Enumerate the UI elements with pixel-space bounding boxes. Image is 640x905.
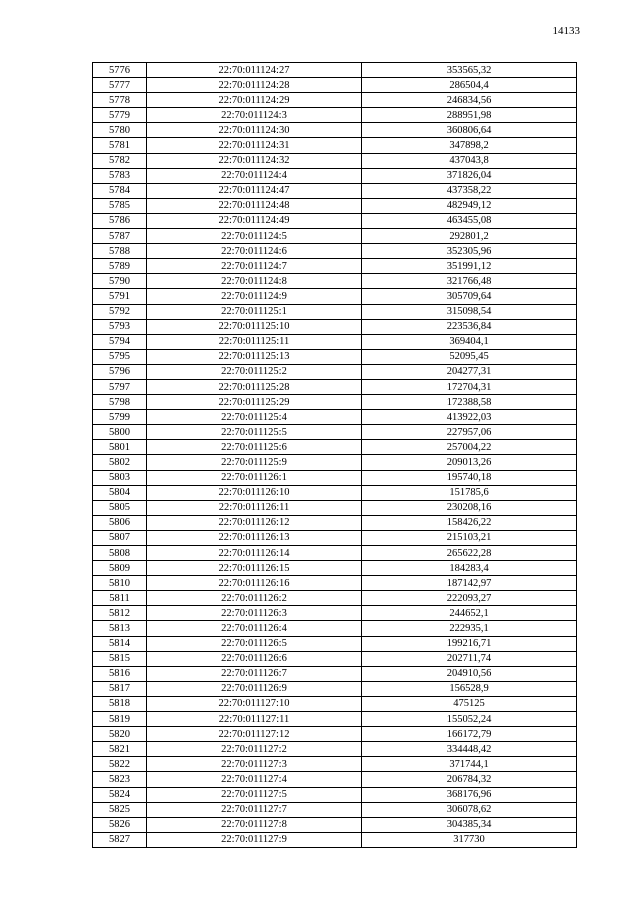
row-number-cell: 5776	[93, 63, 147, 78]
row-number-cell: 5778	[93, 93, 147, 108]
cadastral-value-cell: 371744,1	[362, 757, 577, 772]
cadastral-number-cell: 22:70:011126:12	[147, 515, 362, 530]
row-number-cell: 5794	[93, 334, 147, 349]
row-number-cell: 5825	[93, 802, 147, 817]
cadastral-value-cell: 288951,98	[362, 108, 577, 123]
row-number-cell: 5799	[93, 410, 147, 425]
cadastral-number-cell: 22:70:011126:1	[147, 470, 362, 485]
table-row	[93, 379, 577, 394]
row-number-cell: 5815	[93, 651, 147, 666]
cadastral-value-cell: 482949,12	[362, 198, 577, 213]
row-number-cell: 5827	[93, 832, 147, 847]
table-row	[93, 213, 577, 228]
table-row	[93, 440, 577, 455]
table-row	[93, 349, 577, 364]
row-number-cell: 5806	[93, 515, 147, 530]
row-number-cell: 5820	[93, 727, 147, 742]
cadastral-value-cell: 155052,24	[362, 712, 577, 727]
row-number-cell: 5800	[93, 425, 147, 440]
cadastral-value-cell: 352305,96	[362, 244, 577, 259]
cadastral-value-cell: 223536,84	[362, 319, 577, 334]
cadastral-value-cell: 230208,16	[362, 500, 577, 515]
row-number-cell: 5801	[93, 440, 147, 455]
row-number-cell: 5796	[93, 364, 147, 379]
table-row	[93, 244, 577, 259]
cadastral-value-cell: 413922,03	[362, 410, 577, 425]
row-number-cell: 5779	[93, 108, 147, 123]
row-number-cell: 5826	[93, 817, 147, 832]
cadastral-number-cell: 22:70:011124:28	[147, 78, 362, 93]
table-row	[93, 621, 577, 636]
row-number-cell: 5783	[93, 168, 147, 183]
row-number-cell: 5812	[93, 606, 147, 621]
table-row	[93, 319, 577, 334]
table-row	[93, 183, 577, 198]
cadastral-value-cell: 204277,31	[362, 364, 577, 379]
table-row	[93, 651, 577, 666]
table-row	[93, 138, 577, 153]
row-number-cell: 5782	[93, 153, 147, 168]
table-row	[93, 229, 577, 244]
row-number-cell: 5822	[93, 757, 147, 772]
cadastral-value-cell: 265622,28	[362, 546, 577, 561]
table-row	[93, 153, 577, 168]
cadastral-number-cell: 22:70:011126:7	[147, 666, 362, 681]
table-row	[93, 832, 577, 847]
cadastral-number-cell: 22:70:011124:29	[147, 93, 362, 108]
cadastral-number-cell: 22:70:011127:12	[147, 727, 362, 742]
cadastral-value-cell: 158426,22	[362, 515, 577, 530]
cadastral-value-cell: 52095,45	[362, 349, 577, 364]
table-row	[93, 78, 577, 93]
cadastral-number-cell: 22:70:011125:1	[147, 304, 362, 319]
cadastral-number-cell: 22:70:011126:2	[147, 591, 362, 606]
row-number-cell: 5819	[93, 712, 147, 727]
table-body	[93, 63, 577, 848]
row-number-cell: 5785	[93, 198, 147, 213]
table-row	[93, 485, 577, 500]
row-number-cell: 5793	[93, 319, 147, 334]
table-row	[93, 772, 577, 787]
cadastral-number-cell: 22:70:011125:28	[147, 379, 362, 394]
row-number-cell: 5809	[93, 561, 147, 576]
cadastral-number-cell: 22:70:011125:6	[147, 440, 362, 455]
cadastral-number-cell: 22:70:011126:6	[147, 651, 362, 666]
cadastral-value-cell: 204910,56	[362, 666, 577, 681]
cadastral-value-cell: 321766,48	[362, 274, 577, 289]
table-row	[93, 425, 577, 440]
cadastral-number-cell: 22:70:011127:3	[147, 757, 362, 772]
cadastral-value-cell: 437043,8	[362, 153, 577, 168]
cadastral-value-cell: 353565,32	[362, 63, 577, 78]
table-row	[93, 395, 577, 410]
cadastral-value-cell: 246834,56	[362, 93, 577, 108]
cadastral-number-cell: 22:70:011125:13	[147, 349, 362, 364]
cadastral-value-cell: 317730	[362, 832, 577, 847]
row-number-cell: 5808	[93, 546, 147, 561]
cadastral-value-cell: 306078,62	[362, 802, 577, 817]
cadastral-number-cell: 22:70:011124:30	[147, 123, 362, 138]
cadastral-number-cell: 22:70:011126:10	[147, 485, 362, 500]
table-row	[93, 712, 577, 727]
row-number-cell: 5798	[93, 395, 147, 410]
cadastral-number-cell: 22:70:011125:10	[147, 319, 362, 334]
cadastral-value-cell: 187142,97	[362, 576, 577, 591]
row-number-cell: 5824	[93, 787, 147, 802]
cadastral-value-cell: 202711,74	[362, 651, 577, 666]
cadastral-number-cell: 22:70:011124:4	[147, 168, 362, 183]
cadastral-number-cell: 22:70:011126:4	[147, 621, 362, 636]
cadastral-number-cell: 22:70:011127:8	[147, 817, 362, 832]
cadastral-value-cell: 166172,79	[362, 727, 577, 742]
cadastral-number-cell: 22:70:011127:5	[147, 787, 362, 802]
table-row	[93, 757, 577, 772]
cadastral-number-cell: 22:70:011125:9	[147, 455, 362, 470]
cadastral-value-table	[92, 62, 577, 848]
table-row	[93, 515, 577, 530]
cadastral-value-cell: 286504,4	[362, 78, 577, 93]
cadastral-value-cell: 222093,27	[362, 591, 577, 606]
cadastral-value-cell: 244652,1	[362, 606, 577, 621]
row-number-cell: 5813	[93, 621, 147, 636]
cadastral-number-cell: 22:70:011127:2	[147, 742, 362, 757]
page-number: 14133	[552, 25, 580, 37]
row-number-cell: 5792	[93, 304, 147, 319]
row-number-cell: 5814	[93, 636, 147, 651]
cadastral-number-cell: 22:70:011126:5	[147, 636, 362, 651]
row-number-cell: 5797	[93, 379, 147, 394]
cadastral-number-cell: 22:70:011124:5	[147, 229, 362, 244]
table-row	[93, 500, 577, 515]
table-row	[93, 364, 577, 379]
cadastral-value-cell: 347898,2	[362, 138, 577, 153]
cadastral-value-cell: 215103,21	[362, 530, 577, 545]
row-number-cell: 5817	[93, 681, 147, 696]
table-row	[93, 259, 577, 274]
cadastral-number-cell: 22:70:011124:7	[147, 259, 362, 274]
cadastral-number-cell: 22:70:011125:29	[147, 395, 362, 410]
table-row	[93, 168, 577, 183]
row-number-cell: 5811	[93, 591, 147, 606]
table-row	[93, 681, 577, 696]
cadastral-number-cell: 22:70:011126:11	[147, 500, 362, 515]
row-number-cell: 5818	[93, 696, 147, 711]
cadastral-value-cell: 156528,9	[362, 681, 577, 696]
cadastral-number-cell: 22:70:011124:47	[147, 183, 362, 198]
cadastral-number-cell: 22:70:011124:8	[147, 274, 362, 289]
cadastral-value-cell: 305709,64	[362, 289, 577, 304]
row-number-cell: 5784	[93, 183, 147, 198]
row-number-cell: 5805	[93, 500, 147, 515]
cadastral-value-cell: 209013,26	[362, 455, 577, 470]
cadastral-value-cell: 222935,1	[362, 621, 577, 636]
row-number-cell: 5787	[93, 229, 147, 244]
cadastral-number-cell: 22:70:011124:27	[147, 63, 362, 78]
cadastral-number-cell: 22:70:011127:7	[147, 802, 362, 817]
cadastral-number-cell: 22:70:011127:11	[147, 712, 362, 727]
row-number-cell: 5795	[93, 349, 147, 364]
row-number-cell: 5790	[93, 274, 147, 289]
cadastral-number-cell: 22:70:011125:2	[147, 364, 362, 379]
row-number-cell: 5781	[93, 138, 147, 153]
cadastral-value-cell: 463455,08	[362, 213, 577, 228]
row-number-cell: 5789	[93, 259, 147, 274]
cadastral-number-cell: 22:70:011124:48	[147, 198, 362, 213]
cadastral-value-cell: 437358,22	[362, 183, 577, 198]
table-row	[93, 410, 577, 425]
cadastral-number-cell: 22:70:011125:11	[147, 334, 362, 349]
table-row	[93, 606, 577, 621]
cadastral-value-cell: 151785,6	[362, 485, 577, 500]
table-row	[93, 696, 577, 711]
table-row	[93, 470, 577, 485]
table-row	[93, 63, 577, 78]
cadastral-number-cell: 22:70:011124:3	[147, 108, 362, 123]
row-number-cell: 5802	[93, 455, 147, 470]
cadastral-number-cell: 22:70:011127:10	[147, 696, 362, 711]
cadastral-value-cell: 304385,34	[362, 817, 577, 832]
table-row	[93, 289, 577, 304]
cadastral-number-cell: 22:70:011126:16	[147, 576, 362, 591]
table-row	[93, 636, 577, 651]
cadastral-value-cell: 351991,12	[362, 259, 577, 274]
row-number-cell: 5804	[93, 485, 147, 500]
cadastral-number-cell: 22:70:011124:49	[147, 213, 362, 228]
table-row	[93, 123, 577, 138]
cadastral-value-cell: 227957,06	[362, 425, 577, 440]
row-number-cell: 5777	[93, 78, 147, 93]
table-row	[93, 576, 577, 591]
cadastral-number-cell: 22:70:011127:4	[147, 772, 362, 787]
cadastral-number-cell: 22:70:011126:15	[147, 561, 362, 576]
cadastral-value-cell: 199216,71	[362, 636, 577, 651]
table-row	[93, 274, 577, 289]
table-row	[93, 666, 577, 681]
cadastral-value-cell: 206784,32	[362, 772, 577, 787]
cadastral-value-cell: 360806,64	[362, 123, 577, 138]
cadastral-number-cell: 22:70:011127:9	[147, 832, 362, 847]
cadastral-value-cell: 195740,18	[362, 470, 577, 485]
cadastral-value-cell: 369404,1	[362, 334, 577, 349]
row-number-cell: 5803	[93, 470, 147, 485]
row-number-cell: 5786	[93, 213, 147, 228]
table-row	[93, 787, 577, 802]
table-row	[93, 546, 577, 561]
cadastral-value-cell: 334448,42	[362, 742, 577, 757]
table-row	[93, 561, 577, 576]
row-number-cell: 5807	[93, 530, 147, 545]
cadastral-number-cell: 22:70:011124:32	[147, 153, 362, 168]
cadastral-number-cell: 22:70:011126:14	[147, 546, 362, 561]
table-row	[93, 455, 577, 470]
table-row	[93, 530, 577, 545]
row-number-cell: 5791	[93, 289, 147, 304]
table-row	[93, 108, 577, 123]
table-row	[93, 93, 577, 108]
cadastral-value-cell: 292801,2	[362, 229, 577, 244]
table-row	[93, 727, 577, 742]
table-row	[93, 817, 577, 832]
cadastral-value-cell: 172388,58	[362, 395, 577, 410]
table-row	[93, 304, 577, 319]
table-row	[93, 802, 577, 817]
cadastral-value-cell: 315098,54	[362, 304, 577, 319]
cadastral-number-cell: 22:70:011124:6	[147, 244, 362, 259]
table-row	[93, 591, 577, 606]
cadastral-number-cell: 22:70:011125:5	[147, 425, 362, 440]
table-row	[93, 334, 577, 349]
cadastral-value-cell: 475125	[362, 696, 577, 711]
cadastral-number-cell: 22:70:011126:13	[147, 530, 362, 545]
row-number-cell: 5788	[93, 244, 147, 259]
cadastral-value-cell: 172704,31	[362, 379, 577, 394]
cadastral-number-cell: 22:70:011125:4	[147, 410, 362, 425]
row-number-cell: 5780	[93, 123, 147, 138]
cadastral-number-cell: 22:70:011126:9	[147, 681, 362, 696]
row-number-cell: 5823	[93, 772, 147, 787]
cadastral-number-cell: 22:70:011126:3	[147, 606, 362, 621]
row-number-cell: 5810	[93, 576, 147, 591]
table-row	[93, 742, 577, 757]
table-row	[93, 198, 577, 213]
cadastral-value-cell: 184283,4	[362, 561, 577, 576]
cadastral-number-cell: 22:70:011124:9	[147, 289, 362, 304]
row-number-cell: 5816	[93, 666, 147, 681]
row-number-cell: 5821	[93, 742, 147, 757]
cadastral-value-cell: 368176,96	[362, 787, 577, 802]
cadastral-number-cell: 22:70:011124:31	[147, 138, 362, 153]
cadastral-value-cell: 371826,04	[362, 168, 577, 183]
cadastral-value-cell: 257004,22	[362, 440, 577, 455]
